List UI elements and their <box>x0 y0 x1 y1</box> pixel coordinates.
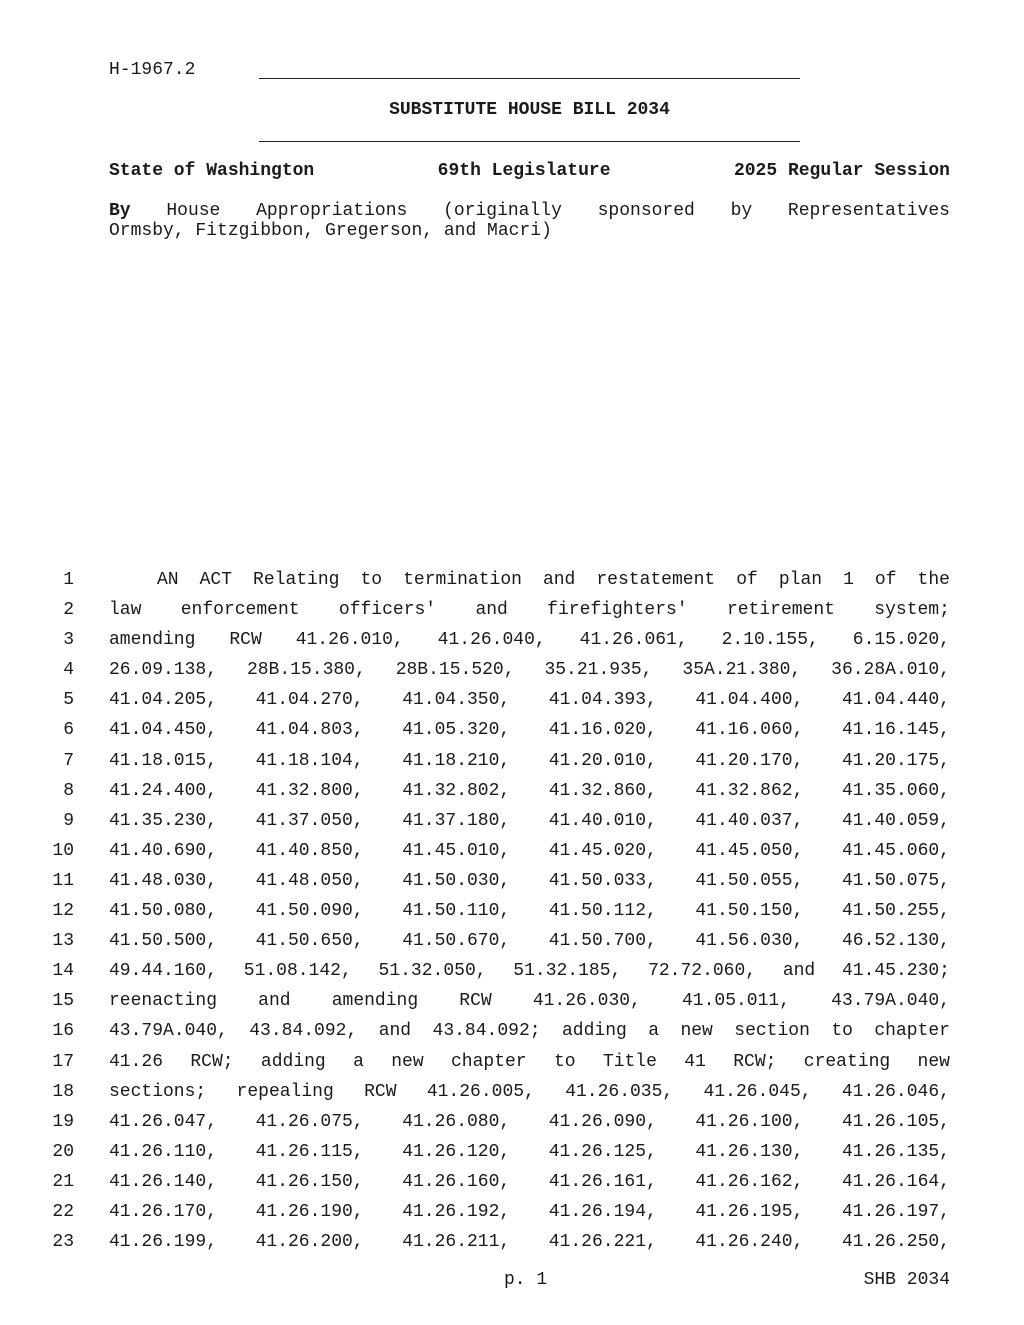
line-text <box>109 751 950 771</box>
body-line <box>0 1202 1024 1232</box>
line-text <box>109 630 950 650</box>
word: 41.32.860, <box>548 780 657 801</box>
word: 51.08.142, <box>243 961 352 982</box>
line-text <box>109 931 950 951</box>
body-line <box>0 720 1024 750</box>
body-line <box>0 841 1024 871</box>
word: law <box>109 600 142 621</box>
word: ACT <box>199 570 233 590</box>
word: 41.26.115, <box>255 1141 364 1162</box>
word: 41.26.250, <box>841 1232 950 1253</box>
word: 41.04.400, <box>695 690 804 711</box>
word: 41.26.221, <box>548 1232 657 1253</box>
word: a <box>648 1021 660 1042</box>
word: 41.50.080, <box>109 901 218 922</box>
word: 28B.15.380, <box>246 660 366 681</box>
line-text <box>109 690 950 710</box>
word: RCW; <box>733 1051 777 1072</box>
line-number: 13 <box>52 931 74 952</box>
bill-body <box>0 570 1024 1262</box>
body-line <box>0 931 1024 961</box>
line-number: 15 <box>52 991 74 1012</box>
word: Relating <box>253 570 340 590</box>
word: 41.26.135, <box>841 1141 950 1162</box>
word: 41.50.670, <box>402 931 511 952</box>
word: 26.09.138, <box>109 660 218 681</box>
word: RCW <box>364 1081 397 1102</box>
word: 41.26.080, <box>402 1111 511 1132</box>
word: 41.50.033, <box>548 870 657 891</box>
sponsor-line-1 <box>109 201 950 221</box>
word: to <box>831 1021 853 1042</box>
sponsor-by-label: By <box>109 201 131 221</box>
session-line <box>109 160 950 182</box>
word: 41.26.120, <box>402 1141 511 1162</box>
word: 43.84.092; <box>432 1021 541 1042</box>
word: 41.35.230, <box>109 810 218 831</box>
word: 41.05.011, <box>682 991 791 1012</box>
line-number: 4 <box>63 660 74 681</box>
word: to <box>553 1051 576 1072</box>
word: 41.26.130, <box>695 1141 804 1162</box>
body-line <box>0 690 1024 720</box>
word: of <box>736 570 758 590</box>
line-text <box>109 660 950 680</box>
word: 41.26.162, <box>695 1171 804 1192</box>
word: 41.26.199, <box>109 1232 218 1253</box>
bill-title: SUBSTITUTE HOUSE BILL 2034 <box>389 100 670 120</box>
word: 41.35.060, <box>841 780 950 801</box>
word: 41.48.050, <box>255 870 364 891</box>
word: 41.50.030, <box>402 870 511 891</box>
word: 41.50.090, <box>255 901 364 922</box>
sponsor-word: sponsored <box>597 201 695 221</box>
word: 41.26.090, <box>548 1111 657 1132</box>
word: new <box>680 1021 713 1042</box>
body-line <box>0 781 1024 811</box>
legislature: 69th Legislature <box>437 161 611 181</box>
line-number: 7 <box>63 750 74 771</box>
word: plan <box>778 570 823 590</box>
line-text <box>109 901 950 921</box>
line-number: 21 <box>52 1171 74 1192</box>
line-text <box>109 1202 950 1222</box>
word: 41.26.211, <box>402 1232 511 1253</box>
body-line <box>0 811 1024 841</box>
word: 41.26.105, <box>841 1111 950 1132</box>
body-line <box>0 1232 1024 1262</box>
word: 41.45.050, <box>695 840 804 861</box>
word: section <box>734 1021 810 1042</box>
sponsor-line-2: Ormsby, Fitzgibbon, Gregerson, and Macri) <box>109 221 552 241</box>
word: 46.52.130, <box>841 931 950 952</box>
word: 41.37.180, <box>402 810 511 831</box>
line-number: 14 <box>52 961 74 982</box>
line-number: 22 <box>52 1201 74 1222</box>
word: 41.26.197, <box>841 1201 950 1222</box>
word: 41.04.270, <box>255 690 364 711</box>
body-line <box>0 660 1024 690</box>
word: 41.26.030, <box>532 991 641 1012</box>
word: 35A.21.380, <box>682 660 802 681</box>
word: adding <box>260 1051 326 1072</box>
line-text <box>109 961 950 981</box>
line-number: 18 <box>52 1081 74 1102</box>
body-line <box>0 751 1024 781</box>
word: 41.24.400, <box>109 780 218 801</box>
word: 41.26 <box>109 1051 164 1072</box>
word: 41.20.175, <box>841 750 950 771</box>
word: 41.26.125, <box>548 1141 657 1162</box>
word: 35.21.935, <box>544 660 653 681</box>
word: 41.26.160, <box>402 1171 511 1192</box>
word: 41.16.145, <box>841 720 950 741</box>
word: 28B.15.520, <box>395 660 515 681</box>
line-number: 5 <box>63 690 74 711</box>
word: AN <box>157 570 179 590</box>
line-number: 11 <box>52 870 74 891</box>
word: 41.48.030, <box>109 870 218 891</box>
word: 41.16.060, <box>695 720 804 741</box>
body-line <box>0 1172 1024 1202</box>
body-line <box>0 600 1024 630</box>
word: enforcement <box>180 600 300 621</box>
word: the <box>917 570 950 590</box>
word: and <box>475 600 508 621</box>
word: 41.26.005, <box>426 1081 535 1102</box>
word: termination <box>403 570 522 590</box>
word: repealing <box>236 1081 334 1102</box>
word: 41.45.060, <box>841 840 950 861</box>
word: 41.26.195, <box>695 1201 804 1222</box>
word: retirement <box>726 600 835 621</box>
word: 41.40.690, <box>109 840 218 861</box>
word: 43.79A.040, <box>109 1021 228 1042</box>
word: 41.40.037, <box>695 810 804 831</box>
line-text <box>109 1021 950 1041</box>
word: 43.84.092, <box>249 1021 358 1042</box>
word: 41.04.350, <box>402 690 511 711</box>
line-text <box>109 600 950 620</box>
word: 41.32.800, <box>255 780 364 801</box>
word: reenacting <box>109 991 218 1012</box>
body-line <box>0 570 1024 600</box>
line-number: 16 <box>52 1021 74 1042</box>
word: 41.26.075, <box>255 1111 364 1132</box>
word: 41.32.802, <box>402 780 511 801</box>
word: 2.10.155, <box>721 630 819 651</box>
word: 41.50.650, <box>255 931 364 952</box>
word: 41.45.010, <box>402 840 511 861</box>
word: 41.37.050, <box>255 810 364 831</box>
word: 41.26.035, <box>565 1081 674 1102</box>
word: 41.26.170, <box>109 1201 218 1222</box>
word: and <box>378 1021 412 1042</box>
sponsor-word: by <box>730 201 753 221</box>
line-text <box>109 1082 950 1102</box>
word: 41.20.010, <box>548 750 657 771</box>
word: 41.50.150, <box>695 901 804 922</box>
session: 2025 Regular Session <box>733 161 950 181</box>
word: 41.26.140, <box>109 1171 218 1192</box>
line-number: 6 <box>63 720 74 741</box>
word: 51.32.050, <box>378 961 487 982</box>
word: firefighters' <box>547 600 688 621</box>
word: 43.79A.040, <box>831 991 950 1012</box>
word: 41.26.010, <box>295 630 404 651</box>
word: 41.50.110, <box>402 901 511 922</box>
word: 41.26.040, <box>437 630 546 651</box>
word: 41.04.450, <box>109 720 218 741</box>
word: amending <box>109 630 196 651</box>
sponsor-block <box>109 201 950 241</box>
word: 41.18.015, <box>109 750 218 771</box>
word: new <box>917 1051 950 1072</box>
line-text <box>109 1052 950 1072</box>
word: 41.50.255, <box>841 901 950 922</box>
line-text <box>109 991 950 1011</box>
line-number: 20 <box>52 1141 74 1162</box>
body-line <box>0 991 1024 1021</box>
word: 41.26.192, <box>402 1201 511 1222</box>
word: 41.26.161, <box>548 1171 657 1192</box>
word: 41.18.210, <box>402 750 511 771</box>
word: 41.26.100, <box>695 1111 804 1132</box>
word: 41.45.020, <box>548 840 657 861</box>
word: 6.15.020, <box>852 630 950 651</box>
line-text <box>109 841 950 861</box>
word: system; <box>874 600 950 621</box>
line-number: 2 <box>63 600 74 621</box>
word: creating <box>803 1051 891 1072</box>
word: RCW <box>229 630 262 651</box>
sponsor-word: Representatives <box>787 201 950 221</box>
line-text <box>109 1112 950 1132</box>
line-text <box>109 781 950 801</box>
word: and <box>542 570 576 590</box>
word: 41.40.010, <box>548 810 657 831</box>
word: 41.50.075, <box>841 870 950 891</box>
sponsor-word: (originally <box>443 201 562 221</box>
word: RCW <box>459 991 492 1012</box>
line-text <box>109 1142 950 1162</box>
body-line <box>0 901 1024 931</box>
word: 51.32.185, <box>513 961 622 982</box>
body-line <box>0 630 1024 660</box>
word: 41.26.164, <box>841 1171 950 1192</box>
line-number: 17 <box>52 1051 74 1072</box>
word: 36.28A.010, <box>831 660 950 681</box>
body-line <box>0 871 1024 901</box>
line-text <box>109 811 950 831</box>
sponsor-word: House <box>166 201 221 221</box>
word: sections; <box>109 1081 207 1102</box>
word: of <box>874 570 897 590</box>
line-number: 19 <box>52 1111 74 1132</box>
title-rule-bottom <box>259 141 800 142</box>
line-text <box>109 1232 950 1252</box>
word: Title <box>602 1051 657 1072</box>
word: 41.26.190, <box>255 1201 364 1222</box>
line-text <box>109 871 950 891</box>
line-text <box>109 570 950 590</box>
body-line <box>0 961 1024 991</box>
word: officers' <box>338 600 437 621</box>
title-rule-top <box>259 78 800 79</box>
word: 41.50.700, <box>548 931 657 952</box>
word: 41.16.020, <box>548 720 657 741</box>
body-line <box>0 1142 1024 1172</box>
word: and <box>258 991 291 1012</box>
line-number: 12 <box>52 901 74 922</box>
line-number: 9 <box>63 810 74 831</box>
word: 41.50.055, <box>695 870 804 891</box>
word: restatement <box>596 570 716 590</box>
word: 41.32.862, <box>695 780 804 801</box>
word: 41.18.104, <box>255 750 364 771</box>
word: 41.40.850, <box>255 840 364 861</box>
word: 41.04.803, <box>255 720 364 741</box>
word: 41.26.150, <box>255 1171 364 1192</box>
word: to <box>360 570 383 590</box>
line-number: 23 <box>52 1232 74 1253</box>
word: 41.20.170, <box>695 750 804 771</box>
word: 41.04.440, <box>841 690 950 711</box>
word: 41.26.200, <box>255 1232 364 1253</box>
word: 41.26.047, <box>109 1111 218 1132</box>
page-number: p. 1 <box>504 1270 548 1290</box>
word: and <box>782 961 816 982</box>
word: 41.26.240, <box>695 1232 804 1253</box>
word: 1 <box>843 570 854 590</box>
sponsor-word: Appropriations <box>256 201 408 221</box>
word: new <box>391 1051 424 1072</box>
word: amending <box>331 991 419 1012</box>
word: 49.44.160, <box>109 961 218 982</box>
line-number: 8 <box>63 780 74 801</box>
line-text <box>109 720 950 740</box>
body-line <box>0 1052 1024 1082</box>
line-number: 1 <box>63 570 74 590</box>
body-line <box>0 1021 1024 1051</box>
word: 41.26.061, <box>579 630 688 651</box>
footer-bill-id: SHB 2034 <box>863 1270 950 1290</box>
word: 41.50.500, <box>109 931 218 952</box>
word: 41 <box>684 1051 706 1072</box>
word: 41.26.045, <box>703 1081 812 1102</box>
word: 41.40.059, <box>841 810 950 831</box>
word: adding <box>561 1021 627 1042</box>
word: 41.26.046, <box>841 1081 950 1102</box>
word: RCW; <box>190 1051 234 1072</box>
word: 41.26.110, <box>109 1141 218 1162</box>
word: 41.45.230; <box>841 961 950 982</box>
word: 41.56.030, <box>695 931 804 952</box>
word: 41.04.205, <box>109 690 218 711</box>
line-number: 3 <box>63 630 74 651</box>
document-code: H-1967.2 <box>109 60 196 80</box>
state-name: State of Washington <box>109 161 315 181</box>
word: chapter <box>874 1021 950 1042</box>
word: 72.72.060, <box>648 961 757 982</box>
body-line <box>0 1112 1024 1142</box>
word: chapter <box>450 1051 527 1072</box>
line-text <box>109 1172 950 1192</box>
word: 41.04.393, <box>548 690 657 711</box>
word: 41.50.112, <box>548 901 657 922</box>
word: 41.26.194, <box>548 1201 657 1222</box>
word: a <box>353 1051 364 1072</box>
line-number: 10 <box>52 840 74 861</box>
body-line <box>0 1082 1024 1112</box>
word: 41.05.320, <box>402 720 511 741</box>
